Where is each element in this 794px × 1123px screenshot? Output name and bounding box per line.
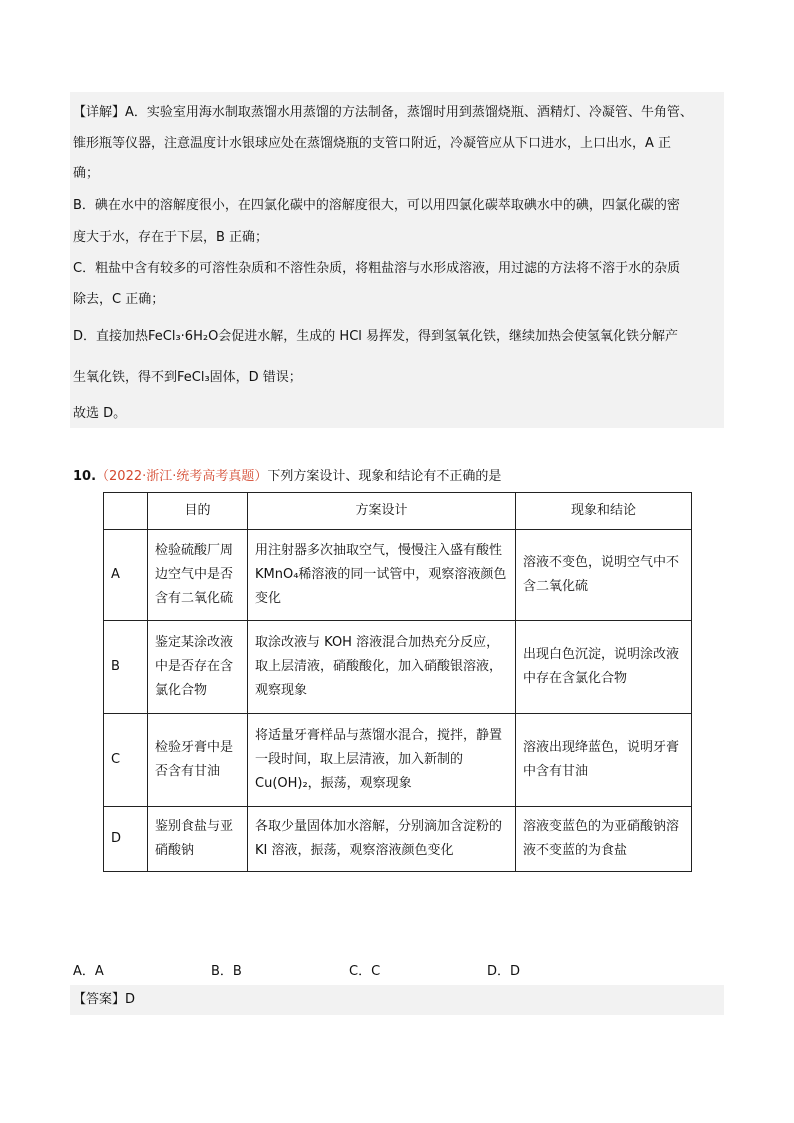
answer-block bbox=[70, 985, 724, 1015]
question-source: （2022·浙江·统考高考真题） bbox=[96, 469, 268, 484]
table-row bbox=[104, 621, 692, 714]
explanation-line-10: 故选 D。 bbox=[73, 406, 127, 421]
option-c: C．C bbox=[349, 964, 381, 979]
question-table bbox=[103, 492, 692, 872]
row-design: 取涂改液与 KOH 溶液混合加热充分反应，取上层清液，硝酸酸化，加入硝酸银溶液，观察现象 bbox=[248, 621, 516, 714]
row-purpose: 检验牙膏中是否含有甘油 bbox=[148, 714, 248, 807]
row-design: 将适量牙膏样品与蒸馏水混合，搅拌，静置一段时间，取上层清液，加入新制的 Cu(OH)₂，振荡，观察现象 bbox=[248, 714, 516, 807]
option-d: D．D bbox=[487, 964, 521, 979]
table-header-row bbox=[104, 493, 692, 530]
table-header-cell: 目的 bbox=[148, 493, 248, 530]
row-label: C bbox=[104, 714, 148, 807]
option-b: B．B bbox=[211, 964, 242, 979]
explanation-line-3: 确； bbox=[73, 166, 100, 181]
row-purpose: 鉴定某涂改液中是否存在含氯化合物 bbox=[148, 621, 248, 714]
option-a: A．A bbox=[73, 964, 104, 979]
row-design: 用注射器多次抽取空气，慢慢注入盛有酸性 KMnO₄稀溶液的同一试管中，观察溶液颜色变化 bbox=[248, 530, 516, 621]
row-label: A bbox=[104, 530, 148, 621]
question-stem: 下列方案设计、现象和结论有不正确的是 bbox=[267, 469, 502, 484]
row-label: B bbox=[104, 621, 148, 714]
table-row bbox=[104, 530, 692, 621]
row-result: 出现白色沉淀，说明涂改液中存在含氯化合物 bbox=[516, 621, 692, 714]
row-purpose: 鉴别食盐与亚硝酸钠 bbox=[148, 807, 248, 872]
row-result: 溶液不变色，说明空气中不含二氧化硫 bbox=[516, 530, 692, 621]
explanation-line-4: B．碘在水中的溶解度很小，在四氯化碳中的溶解度很大，可以用四氯化碳萃取碘水中的碘，四氯化碳的密 bbox=[73, 198, 680, 213]
table-header-cell: 方案设计 bbox=[248, 493, 516, 530]
table-row bbox=[104, 807, 692, 872]
explanation-line-7: 除去，C 正确； bbox=[73, 292, 165, 307]
table-header-cell: 现象和结论 bbox=[516, 493, 692, 530]
row-result: 溶液出现绛蓝色，说明牙膏中含有甘油 bbox=[516, 714, 692, 807]
question-stem-line bbox=[73, 467, 501, 487]
explanation-line-5: 度大于水，存在于下层，B 正确； bbox=[73, 230, 269, 245]
row-purpose: 检验硫酸厂周边空气中是否含有二氧化硫 bbox=[148, 530, 248, 621]
explanation-line-6: C．粗盐中含有较多的可溶性杂质和不溶性杂质，将粗盐溶与水形成溶液，用过滤的方法将不溶于水的杂质 bbox=[73, 261, 681, 276]
explanation-line-9: 生氧化铁，得不到FeCl₃固体，D 错误； bbox=[73, 370, 302, 385]
explanation-line-1: 【详解】A．实验室用海水制取蒸馏水用蒸馏的方法制备，蒸馏时用到蒸馏烧瓶、酒精灯、冷凝管、牛角管、 bbox=[73, 105, 693, 120]
answer-text: 【答案】D bbox=[73, 992, 136, 1007]
explanation-line-8: D．直接加热FeCl₃·6H₂O会促进水解，生成的 HCl 易挥发，得到氢氧化铁，继续加热会使氢氧化铁分解产 bbox=[73, 329, 679, 344]
table-row bbox=[104, 714, 692, 807]
row-design: 各取少量固体加水溶解，分别滴加含淀粉的 KI 溶液，振荡，观察溶液颜色变化 bbox=[248, 807, 516, 872]
question-number: 10. bbox=[73, 469, 97, 484]
explanation-line-2: 锥形瓶等仪器，注意温度计水银球应处在蒸馏烧瓶的支管口附近，冷凝管应从下口进水，上口出水，A 正 bbox=[73, 136, 672, 151]
table-header-cell bbox=[104, 493, 148, 530]
row-result: 溶液变蓝色的为亚硝酸钠溶液不变蓝的为食盐 bbox=[516, 807, 692, 872]
row-label: D bbox=[104, 807, 148, 872]
